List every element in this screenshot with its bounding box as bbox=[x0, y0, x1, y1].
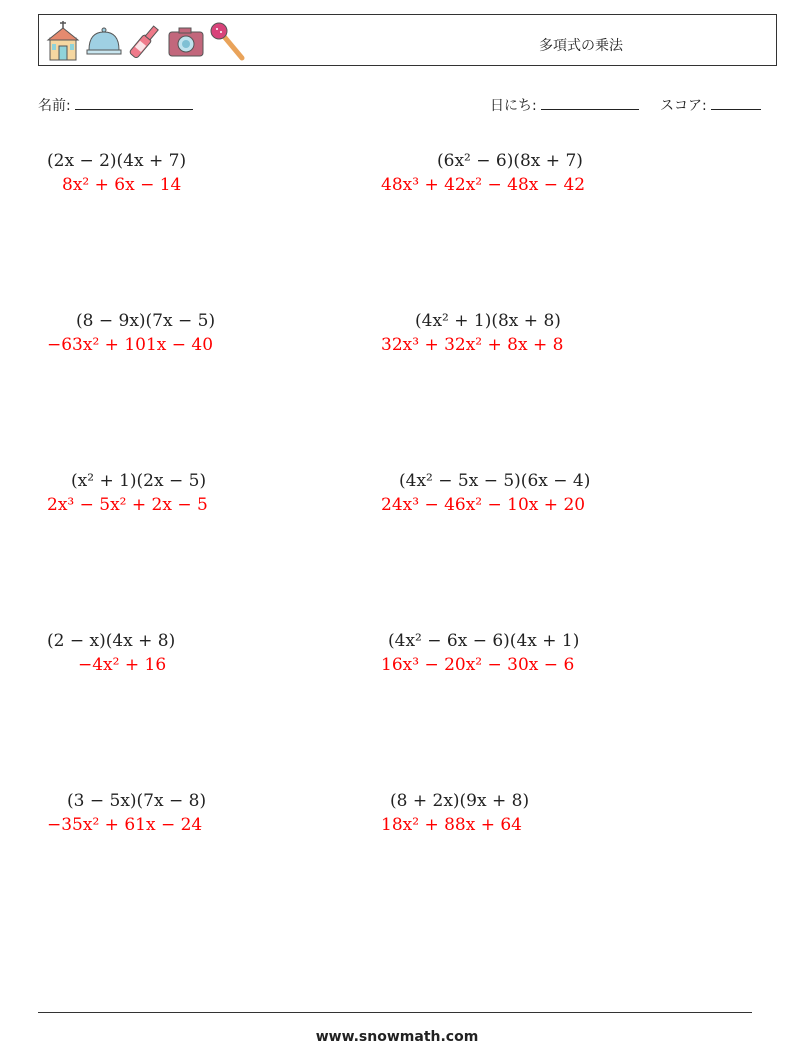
problem-question: (8 + 2x)(9x + 8) bbox=[390, 791, 530, 811]
problem-question: (2 − x)(4x + 8) bbox=[47, 631, 176, 651]
problem-9 bbox=[47, 791, 207, 835]
name-field bbox=[38, 95, 193, 115]
score-field bbox=[660, 95, 761, 115]
problem-4 bbox=[381, 311, 564, 355]
problem-question: (8 − 9x)(7x − 5) bbox=[76, 311, 216, 331]
problem-answer: 32x³ + 32x² + 8x + 8 bbox=[381, 335, 564, 355]
worksheet-header bbox=[38, 14, 777, 66]
problem-2 bbox=[381, 151, 586, 195]
problem-question: (4x² − 5x − 5)(6x − 4) bbox=[399, 471, 591, 491]
problem-answer: 48x³ + 42x² − 48x − 42 bbox=[381, 175, 586, 195]
problem-question: (x² + 1)(2x − 5) bbox=[71, 471, 207, 491]
page-title: 多項式の乗法 bbox=[539, 38, 623, 54]
problem-8 bbox=[381, 631, 580, 675]
problem-question: (2x − 2)(4x + 7) bbox=[47, 151, 187, 171]
problem-answer: 18x² + 88x + 64 bbox=[381, 815, 522, 835]
problem-3 bbox=[47, 311, 216, 355]
date-field bbox=[490, 95, 639, 115]
footer-url[interactable]: www.snowmath.com bbox=[315, 1029, 479, 1045]
date-blank[interactable] bbox=[541, 97, 639, 110]
name-label: 名前: bbox=[38, 98, 71, 114]
problem-1 bbox=[47, 151, 187, 195]
bottle-icon bbox=[126, 20, 164, 62]
problem-answer: 24x³ − 46x² − 10x + 20 bbox=[381, 495, 586, 515]
problem-question: (4x² + 1)(8x + 8) bbox=[415, 311, 561, 331]
problem-question: (4x² − 6x − 6)(4x + 1) bbox=[388, 631, 580, 651]
church-icon bbox=[44, 20, 82, 62]
score-blank[interactable] bbox=[711, 97, 761, 110]
problem-answer: 2x³ − 5x² + 2x − 5 bbox=[47, 495, 208, 515]
camera-icon bbox=[167, 20, 205, 62]
microphone-icon bbox=[208, 20, 246, 62]
footer-divider bbox=[38, 1012, 752, 1013]
problem-10 bbox=[381, 791, 530, 835]
header-icons bbox=[44, 20, 246, 62]
problem-6 bbox=[381, 471, 591, 515]
problem-question: (6x² − 6)(8x + 7) bbox=[437, 151, 583, 171]
score-label: スコア: bbox=[660, 98, 707, 114]
problem-answer: −35x² + 61x − 24 bbox=[47, 815, 203, 835]
problem-answer: 16x³ − 20x² − 30x − 6 bbox=[381, 655, 575, 675]
date-label: 日にち: bbox=[490, 98, 537, 114]
problem-answer: −63x² + 101x − 40 bbox=[47, 335, 214, 355]
problem-answer: −4x² + 16 bbox=[78, 655, 167, 675]
name-blank[interactable] bbox=[75, 97, 193, 110]
problem-question: (3 − 5x)(7x − 8) bbox=[67, 791, 207, 811]
problem-5 bbox=[47, 471, 208, 515]
problem-7 bbox=[47, 631, 176, 675]
problem-answer: 8x² + 6x − 14 bbox=[62, 175, 182, 195]
cloche-icon bbox=[85, 20, 123, 62]
